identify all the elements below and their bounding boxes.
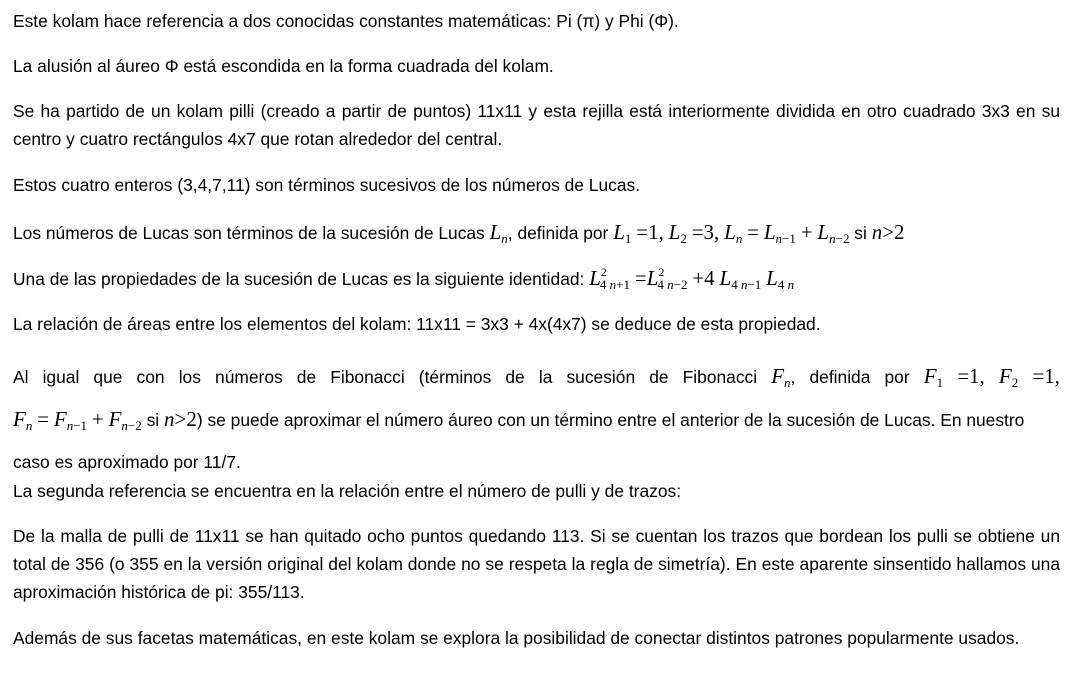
paragraph-lucas-identity [13,258,1060,299]
fibonacci-term-formula: $F_n$ [771,364,791,390]
lucas-recurrence-formula: $L_1 =1$, $L_2 =3$, $L_n = L_{n-1} + L_{n-2}$ [613,220,850,246]
lucas-si-text: si [854,223,867,243]
paragraph-kolam-grid: Se ha partido de un kolam pilli (creado a partir de puntos) 11x11 y esta rejilla está interiormente dividida en otro cuadrado 3x3 en su centro y cuatro rectángulos 4x7 que rotan alrededor del central. [13,101,1060,149]
lucas-condition-formula: n>2 [871,220,905,244]
lucas-identity-formula: $L^2_4$ $_{n+1} =L^2_4$ $_{n-2}$ +4 $L_4$ $_{n-1}$ $L_4$ $_n$ [589,265,795,292]
fibonacci-intro-text: Al igual que con los números de Fibonacci (términos de la sucesión de Fibonacci [13,367,758,387]
paragraph-area-relation: La relación de áreas entre los elementos del kolam: 11x11 = 3x3 + 4x(4x7) se deduce de esta propiedad. [13,314,821,334]
paragraph-lucas-definition [13,218,1060,253]
fibonacci-recurrence-formula: $F_n = F_{n-1} + F_{n-2}$ [13,407,142,433]
paragraph-golden-allusion: La alusión al áureo Φ está escondida en la forma cuadrada del kolam. [13,56,554,76]
identity-intro-text: Una de las propiedades de la sucesión de Lucas es la siguiente identidad: [13,269,585,289]
lucas-term-formula: $L_n$ [489,220,508,246]
paragraph-intro: Este kolam hace referencia a dos conocidas constantes matemáticas: Pi (π) y Phi (Φ). [13,11,679,31]
lucas-definition-text: Los números de Lucas son términos de la sucesión de Lucas [13,223,485,243]
fibonacci-condition-formula: n>2 [163,407,197,431]
fibonacci-si-text: si [146,410,160,430]
paragraph-pulli-count: De la malla de pulli de 11x11 se han quitado ocho puntos quedando 113. Si se cuentan los trazos que bordean los pulli se obtiene un total de 356 (o 355 en la versión original del kolam donde no se respeta la regla de simetría). En este aparente sinsentido hallamos una aproximación histórica de pi: 355/113. [13,526,1060,602]
paragraph-patterns: Además de sus facetas matemáticas, en este kolam se explora la posibilidad de conectar distintos patrones popularmente usados. [13,628,1020,648]
paragraph-lucas-integers: Estos cuatro enteros (3,4,7,11) son términos sucesivos de los números de Lucas. [13,175,641,195]
lucas-defined-by-text: , definida por [507,223,609,243]
fibonacci-defined-by-text: , definida por [790,367,910,387]
paragraph-second-reference: La segunda referencia se encuentra en la relación entre el número de pulli y de trazos: [13,481,682,501]
fibonacci-initial-formula: $F_1 =1$, $F_2 =1$, [923,364,1060,390]
paragraph-fibonacci [13,358,1060,481]
fibonacci-conclusion-text: ) se puede aproximar el número áureo con un término entre el anterior de la sucesión de Lucas. En nuestro caso es aproximado por 11/7. [13,410,1025,472]
